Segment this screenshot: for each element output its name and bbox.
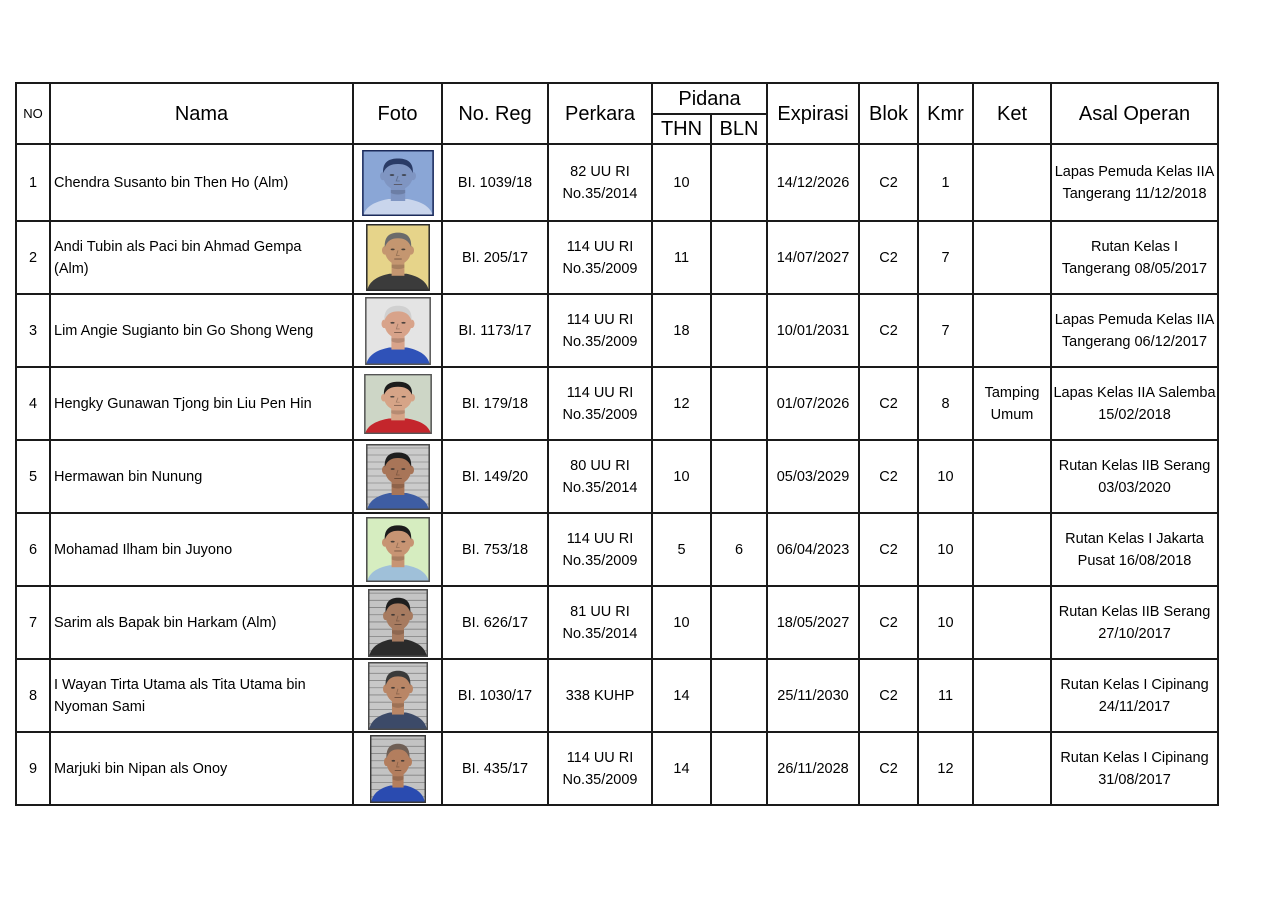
cell-perkara	[548, 440, 652, 513]
perkara-line: 114 UU RI	[566, 311, 634, 328]
cell-thn: 18	[652, 294, 711, 367]
cell-kmr: 7	[918, 221, 973, 294]
cell-blok: C2	[859, 221, 918, 294]
photo-eye	[390, 468, 394, 470]
header-kmr: Kmr	[918, 83, 973, 144]
cell-no-reg: BI. 149/20	[442, 440, 548, 513]
table-row	[16, 440, 1218, 513]
cell-ket	[973, 294, 1051, 367]
cell-kmr: 11	[918, 659, 973, 732]
cell-thn: 10	[652, 440, 711, 513]
cell-perkara	[548, 221, 652, 294]
inmate-photo	[364, 374, 432, 434]
table-row	[16, 144, 1218, 221]
asal-line: Tangerang 06/12/2017	[1061, 333, 1208, 350]
table-row	[16, 659, 1218, 732]
cell-foto	[353, 586, 442, 659]
cell-nama	[50, 440, 353, 513]
cell-blok: C2	[859, 144, 918, 221]
header-no-reg: No. Reg	[442, 83, 548, 144]
perkara-line: 114 UU RI	[566, 384, 634, 401]
asal-line: Rutan Kelas I Cipinang	[1060, 676, 1209, 693]
photo-eye	[391, 759, 395, 761]
cell-bln	[711, 144, 767, 221]
inmate-photo	[368, 662, 428, 730]
cell-foto	[353, 513, 442, 586]
nama-line: Mohamad Ilham bin Juyono	[54, 541, 233, 558]
cell-asal-operan	[1051, 513, 1218, 586]
asal-line: 31/08/2017	[1098, 771, 1171, 788]
asal-line: Rutan Kelas I Cipinang	[1060, 749, 1209, 766]
cell-no-reg: BI. 626/17	[442, 586, 548, 659]
cell-expirasi: 05/03/2029	[767, 440, 859, 513]
cell-ket	[973, 732, 1051, 805]
cell-no: 9	[16, 732, 50, 805]
cell-kmr: 10	[918, 440, 973, 513]
cell-thn: 5	[652, 513, 711, 586]
header-no: NO	[16, 83, 50, 144]
perkara-line: No.35/2009	[562, 333, 638, 350]
cell-ket	[973, 221, 1051, 294]
perkara-line: No.35/2014	[562, 625, 638, 642]
asal-line: Lapas Kelas IIA Salemba	[1053, 384, 1216, 401]
cell-bln	[711, 732, 767, 805]
asal-line: 24/11/2017	[1098, 698, 1171, 715]
cell-expirasi: 06/04/2023	[767, 513, 859, 586]
cell-asal-operan	[1051, 294, 1218, 367]
asal-line: Tangerang 08/05/2017	[1061, 260, 1208, 277]
cell-expirasi: 14/12/2026	[767, 144, 859, 221]
cell-kmr: 12	[918, 732, 973, 805]
perkara-line: No.35/2014	[562, 185, 638, 202]
cell-no: 4	[16, 367, 50, 440]
cell-kmr: 8	[918, 367, 973, 440]
nama-line: (Alm)	[54, 260, 89, 277]
cell-asal-operan	[1051, 367, 1218, 440]
inmate-photo	[362, 150, 434, 216]
cell-perkara	[548, 144, 652, 221]
table-row	[16, 732, 1218, 805]
cell-ket	[973, 513, 1051, 586]
cell-no: 8	[16, 659, 50, 732]
photo-eye	[390, 248, 394, 250]
cell-thn: 11	[652, 221, 711, 294]
table-row	[16, 586, 1218, 659]
cell-expirasi: 26/11/2028	[767, 732, 859, 805]
asal-line: 03/03/2020	[1098, 479, 1171, 496]
cell-expirasi: 25/11/2030	[767, 659, 859, 732]
cell-asal-operan	[1051, 440, 1218, 513]
cell-foto	[353, 440, 442, 513]
photo-neck-shadow	[391, 556, 404, 560]
ket-line: Tamping	[984, 384, 1040, 401]
perkara-line: 82 UU RI	[570, 163, 630, 180]
photo-eye	[401, 395, 405, 397]
asal-line: Rutan Kelas IIB Serang	[1058, 603, 1211, 620]
cell-no-reg: BI. 1173/17	[442, 294, 548, 367]
cell-foto	[353, 144, 442, 221]
photo-eye	[401, 613, 405, 615]
nama-line: Marjuki bin Nipan als Onoy	[54, 760, 228, 777]
cell-bln	[711, 440, 767, 513]
cell-nama	[50, 659, 353, 732]
cell-nama	[50, 732, 353, 805]
perkara-line: No.35/2009	[562, 406, 638, 423]
perkara-line: 114 UU RI	[566, 749, 634, 766]
cell-blok: C2	[859, 513, 918, 586]
table-row	[16, 294, 1218, 367]
cell-expirasi: 18/05/2027	[767, 586, 859, 659]
perkara-line: 114 UU RI	[566, 238, 634, 255]
perkara-line: 81 UU RI	[570, 603, 630, 620]
photo-eye	[391, 613, 395, 615]
photo-neck-shadow	[390, 190, 404, 195]
header-asal-operan: Asal Operan	[1051, 83, 1218, 144]
photo-eye	[401, 468, 405, 470]
photo-eye	[401, 686, 405, 688]
nama-line: Hermawan bin Nunung	[54, 468, 203, 485]
perkara-line: No.35/2014	[562, 479, 638, 496]
photo-eye	[390, 541, 394, 543]
asal-line: Tangerang 11/12/2018	[1062, 185, 1207, 202]
cell-no: 3	[16, 294, 50, 367]
cell-no: 2	[16, 221, 50, 294]
cell-foto	[353, 367, 442, 440]
asal-line: Lapas Pemuda Kelas IIA	[1054, 163, 1215, 180]
cell-perkara	[548, 659, 652, 732]
photo-eye	[401, 321, 405, 323]
asal-line: Rutan Kelas I	[1090, 238, 1179, 255]
cell-asal-operan	[1051, 221, 1218, 294]
header-bln: BLN	[711, 114, 767, 144]
cell-bln: 6	[711, 513, 767, 586]
cell-no-reg: BI. 205/17	[442, 221, 548, 294]
header-blok: Blok	[859, 83, 918, 144]
cell-thn: 12	[652, 367, 711, 440]
nama-line: Lim Angie Sugianto bin Go Shong Weng	[54, 322, 314, 339]
asal-line: 15/02/2018	[1098, 406, 1171, 423]
cell-bln	[711, 586, 767, 659]
cell-foto	[353, 659, 442, 732]
photo-eye	[401, 174, 406, 176]
asal-line: Rutan Kelas I Jakarta	[1065, 530, 1204, 547]
photo-eye	[391, 686, 395, 688]
cell-asal-operan	[1051, 659, 1218, 732]
nama-line: Hengky Gunawan Tjong bin Liu Pen Hin	[54, 395, 312, 412]
photo-eye	[389, 174, 394, 176]
cell-asal-operan	[1051, 732, 1218, 805]
cell-nama	[50, 513, 353, 586]
cell-no-reg: BI. 435/17	[442, 732, 548, 805]
photo-neck-shadow	[392, 776, 403, 781]
cell-blok: C2	[859, 440, 918, 513]
perkara-line: 338 KUHP	[565, 687, 635, 704]
cell-no: 7	[16, 586, 50, 659]
cell-ket	[973, 440, 1051, 513]
perkara-line: No.35/2009	[562, 771, 638, 788]
perkara-line: No.35/2009	[562, 552, 638, 569]
cell-bln	[711, 659, 767, 732]
cell-kmr: 10	[918, 513, 973, 586]
cell-ket	[973, 659, 1051, 732]
cell-bln	[711, 221, 767, 294]
header-foto: Foto	[353, 83, 442, 144]
cell-nama	[50, 221, 353, 294]
header-thn: THN	[652, 114, 711, 144]
cell-expirasi: 01/07/2026	[767, 367, 859, 440]
photo-eye	[390, 395, 394, 397]
photo-neck-shadow	[391, 265, 404, 270]
asal-line: 27/10/2017	[1098, 625, 1171, 642]
header-nama: Nama	[50, 83, 353, 144]
cell-ket	[973, 367, 1051, 440]
cell-no: 5	[16, 440, 50, 513]
nama-line: Sarim als Bapak bin Harkam (Alm)	[54, 614, 277, 631]
inmate-photo	[365, 297, 431, 365]
cell-perkara	[548, 294, 652, 367]
inmate-photo	[366, 444, 430, 510]
cell-blok: C2	[859, 732, 918, 805]
asal-line: Lapas Pemuda Kelas IIA	[1054, 311, 1215, 328]
cell-nama	[50, 367, 353, 440]
cell-blok: C2	[859, 367, 918, 440]
cell-nama	[50, 294, 353, 367]
inmate-photo	[370, 735, 426, 803]
table-row	[16, 367, 1218, 440]
asal-line: Rutan Kelas IIB Serang	[1058, 457, 1211, 474]
cell-foto	[353, 221, 442, 294]
cell-foto	[353, 732, 442, 805]
photo-eye	[390, 321, 394, 323]
cell-expirasi: 10/01/2031	[767, 294, 859, 367]
cell-thn: 14	[652, 732, 711, 805]
table-row	[16, 513, 1218, 586]
header-expirasi: Expirasi	[767, 83, 859, 144]
cell-asal-operan	[1051, 586, 1218, 659]
cell-asal-operan	[1051, 144, 1218, 221]
cell-no-reg: BI. 1039/18	[442, 144, 548, 221]
perkara-line: 80 UU RI	[570, 457, 630, 474]
ket-line: Umum	[990, 406, 1034, 423]
cell-ket	[973, 144, 1051, 221]
cell-no-reg: BI. 1030/17	[442, 659, 548, 732]
inmate-photo	[366, 224, 430, 291]
photo-eye	[400, 759, 404, 761]
table-body	[16, 144, 1218, 805]
cell-kmr: 10	[918, 586, 973, 659]
nama-line: Chendra Susanto bin Then Ho (Alm)	[54, 174, 289, 191]
cell-no-reg: BI. 753/18	[442, 513, 548, 586]
cell-thn: 10	[652, 144, 711, 221]
header-perkara: Perkara	[548, 83, 652, 144]
cell-no: 6	[16, 513, 50, 586]
cell-blok: C2	[859, 586, 918, 659]
nama-line: I Wayan Tirta Utama als Tita Utama bin	[54, 676, 306, 693]
cell-foto	[353, 294, 442, 367]
cell-blok: C2	[859, 294, 918, 367]
cell-no-reg: BI. 179/18	[442, 367, 548, 440]
header-pidana: Pidana	[652, 83, 767, 114]
cell-ket	[973, 586, 1051, 659]
cell-bln	[711, 367, 767, 440]
header-row	[16, 83, 1218, 114]
cell-perkara	[548, 732, 652, 805]
cell-perkara	[548, 586, 652, 659]
cell-bln	[711, 294, 767, 367]
table-row	[16, 221, 1218, 294]
photo-eye	[401, 248, 405, 250]
nama-line: Andi Tubin als Paci bin Ahmad Gempa	[54, 238, 302, 255]
photo-neck-shadow	[392, 703, 404, 708]
photo-neck-shadow	[392, 630, 404, 635]
cell-thn: 14	[652, 659, 711, 732]
photo-neck-shadow	[391, 484, 404, 489]
cell-nama	[50, 586, 353, 659]
cell-kmr: 7	[918, 294, 973, 367]
inmate-photo	[368, 589, 428, 657]
cell-nama	[50, 144, 353, 221]
cell-no: 1	[16, 144, 50, 221]
photo-neck-shadow	[391, 338, 404, 343]
nama-line: Nyoman Sami	[54, 698, 146, 715]
cell-kmr: 1	[918, 144, 973, 221]
cell-perkara	[548, 513, 652, 586]
cell-expirasi: 14/07/2027	[767, 221, 859, 294]
inmate-photo	[366, 517, 430, 582]
header-ket: Ket	[973, 83, 1051, 144]
asal-line: Pusat 16/08/2018	[1077, 552, 1192, 569]
perkara-line: No.35/2009	[562, 260, 638, 277]
perkara-line: 114 UU RI	[566, 530, 634, 547]
cell-blok: C2	[859, 659, 918, 732]
table-header	[16, 83, 1218, 144]
cell-thn: 10	[652, 586, 711, 659]
photo-neck-shadow	[391, 410, 405, 414]
cell-perkara	[548, 367, 652, 440]
inmate-table	[15, 82, 1219, 806]
photo-eye	[401, 541, 405, 543]
